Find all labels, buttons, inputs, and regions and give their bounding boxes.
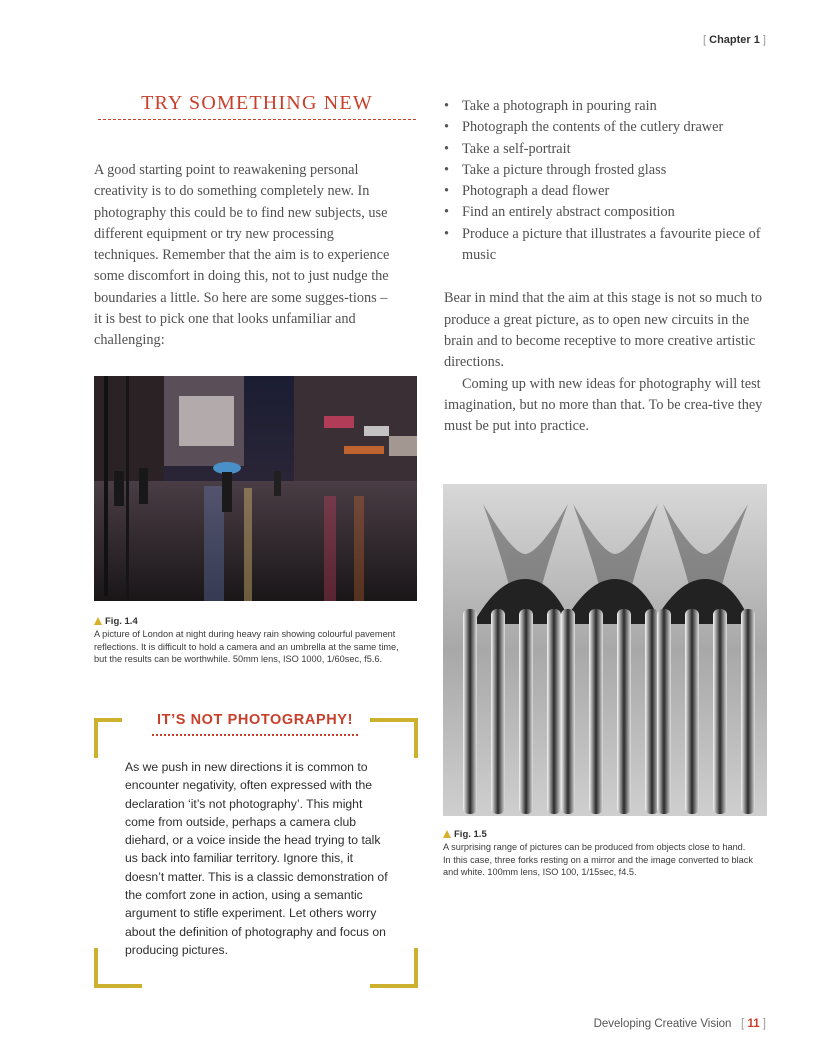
page-number: 11 (747, 1018, 760, 1030)
forks-photo (443, 484, 767, 816)
fig-1-5-caption (443, 828, 753, 879)
sidebar-text-main: As we push in new directions it is common to encounter negativity, often expressed with the declaration ‘it’s not photography’. This might come from outside, perhaps a camera club diehard, or a voice inside the head trying to talk us back into familiar territory. Ignore this, it doesn’t matter. This is a classic demonstration of the comfort zone in action, using a semantic argument to stifle experiment. (125, 760, 388, 921)
triangle-icon (94, 617, 102, 625)
sidebar-text-end: Let others worry about the definition of photography and focus on producing pictures. (125, 906, 386, 957)
list-item: • Take a self-portrait (444, 139, 768, 160)
intro-paragraph: A good starting point to reawakening personal creativity is to do something completely new. In photography this could be to find new subjects, use different equipment or try new processing techniques. Remember that the aim is to experience some discomfort in doing this, not to just nudge the boundaries a little. So here are some sugges-tions – it is best to pick one that looks unfamiliar and challenging: (94, 162, 390, 349)
list-item: • Take a picture through frosted glass (444, 160, 768, 181)
sidebar-box (94, 712, 418, 988)
right-paragraph-2: Coming up with new ideas for photography will test imagination, but no more than that. To be crea-tive they must be put into practice. (444, 375, 763, 435)
list-item: • Photograph the contents of the cutlery drawer (444, 117, 768, 138)
list-item: • Photograph a dead flower (444, 181, 768, 202)
fig-1-4-caption (94, 615, 404, 666)
list-item: • Produce a picture that illustrates a favourite piece of music (444, 224, 768, 267)
sidebar-text (125, 758, 393, 959)
section-title: TRY SOMETHING NEW (98, 92, 416, 120)
london-rain-photo (94, 376, 417, 601)
right-paragraph-1: Bear in mind that the aim at this stage is not so much to produce a great picture, as to open new circuits in the brain and to become receptive to more creative artistic directions. (444, 290, 763, 371)
right-column (444, 96, 768, 437)
list-item: • Take a photograph in pouring rain (444, 96, 768, 117)
chapter-label: Chapter 1 (709, 34, 760, 46)
list-item: • Find an entirely abstract composition (444, 202, 768, 223)
fig-1-5-label: Fig. 1.5 (454, 829, 487, 840)
chapter-header: [ Chapter 1 ] (703, 34, 766, 46)
sidebar-title: IT’S NOT PHOTOGRAPHY! (152, 712, 358, 736)
book-title: Developing Creative Vision (593, 1018, 732, 1030)
triangle-icon (443, 830, 451, 838)
fig-1-4-text: A picture of London at night during heavy rain showing colourful pavement reflections. It is difficult to hold a camera and an umbrella at the same time, but the results can be worthwhile. 50mm lens, ISO 1000, 1/60sec, f5.6. (94, 629, 399, 665)
fig-1-5-text: A surprising range of pictures can be produced from objects close to hand. In this case, three forks resting on a mirror and the image converted to black and white. 100mm lens, ISO 100, 1/15sec, f4.5. (443, 842, 753, 878)
suggestion-list (444, 96, 768, 266)
fig-1-4-label: Fig. 1.4 (105, 616, 138, 627)
left-column (94, 92, 418, 352)
page-footer: Developing Creative Vision [ 11 ] (593, 1018, 766, 1030)
